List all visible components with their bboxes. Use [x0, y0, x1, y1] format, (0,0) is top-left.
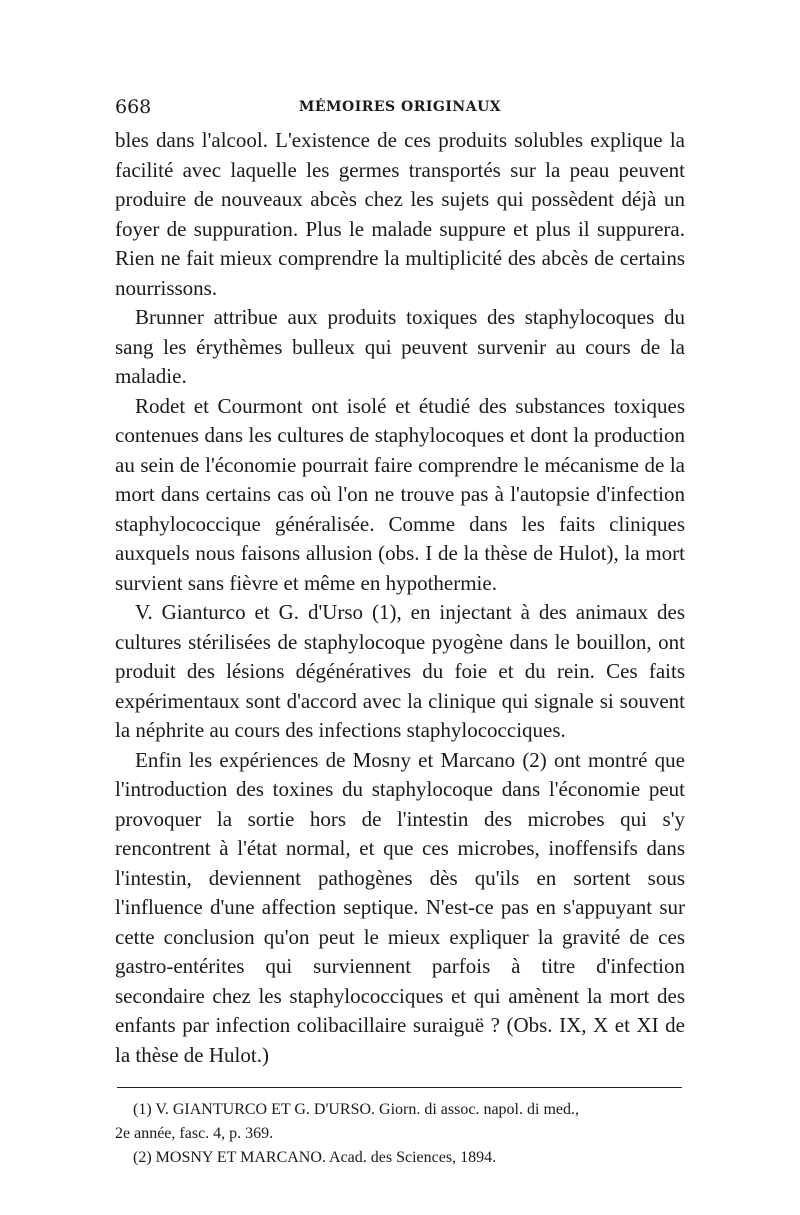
footnote-text: V. GIANTURCO ET G. D'URSO. Giorn. di assoc. napol. di med.,	[155, 1101, 579, 1118]
paragraph: Brunner attribue aux produits toxiques des staphylocoques du sang les érythèmes bulleux qui peuvent survenir au cours de la maladie.	[115, 305, 685, 388]
footnote-marker: (2)	[133, 1149, 152, 1166]
footnote	[115, 1146, 685, 1170]
body-text	[115, 126, 685, 1070]
footnote-text-continued: 2e année, fasc. 4, p. 369.	[115, 1125, 274, 1142]
document-page	[115, 96, 685, 1170]
paragraph: Rodet et Courmont ont isolé et étudié des substances toxiques contenues dans les cultures de staphylocoques et dont la production au sein de l'économie pourrait faire comprendre le mécanisme de la mort dans certains cas où l'on ne trouve pas à l'autopsie d'infection staphylococcique généralisée. Comme dans les faits cliniques auxquels nous faisons allusion (obs. I de la thèse de Hulot), la mort survient sans fièvre et même en hypothermie.	[115, 393, 685, 595]
running-title: MÉMOIRES ORIGINAUX	[298, 99, 502, 115]
footnote-divider	[117, 1087, 682, 1088]
footnote-marker: (1)	[133, 1101, 152, 1118]
page-number: 668	[115, 96, 152, 118]
paragraph: bles dans l'alcool. L'existence de ces produits solubles explique la facilité avec laquelle les germes transportés sur la peau peuvent produire de nouveaux abcès chez les sujets qui possèdent déjà un foyer de suppuration. Plus le malade suppure et plus il suppurera. Rien ne fait mieux comprendre la multiplicité des abcès de certains nourrissons.	[115, 128, 685, 300]
footnotes	[115, 1098, 685, 1170]
paragraph: Enfin les expériences de Mosny et Marcano (2) ont montré que l'introduction des toxines du staphylocoque dans l'économie peut provoquer la sortie hors de l'intestin des microbes qui s'y rencontrent à l'état normal, et que ces microbes, inoffensifs dans l'intestin, deviennent pathogènes dès qu'ils en sortent sous l'influence d'une affection septique. N'est-ce pas en s'appuyant sur cette conclusion qu'on peut le mieux expliquer la gravité de ces gastro-entérites qui surviennent parfois à titre d'infection secondaire chez les staphylococciques et qui amènent la mort des enfants par infection colibacillaire suraiguë ? (Obs. IX, X et XI de la thèse de Hulot.)	[115, 747, 685, 1067]
page-header	[115, 96, 685, 122]
footnote	[115, 1098, 685, 1146]
paragraph: V. Gianturco et G. d'Urso (1), en injectant à des animaux des cultures stérilisées de staphylocoque pyogène dans le bouillon, ont produit des lésions dégénératives du foie et du rein. Ces faits expérimentaux sont d'accord avec la clinique qui signale si souvent la néphrite au cours des infections staphylococciques.	[115, 600, 685, 742]
footnote-text: MOSNY ET MARCANO. Acad. des Sciences, 1894.	[155, 1149, 497, 1166]
